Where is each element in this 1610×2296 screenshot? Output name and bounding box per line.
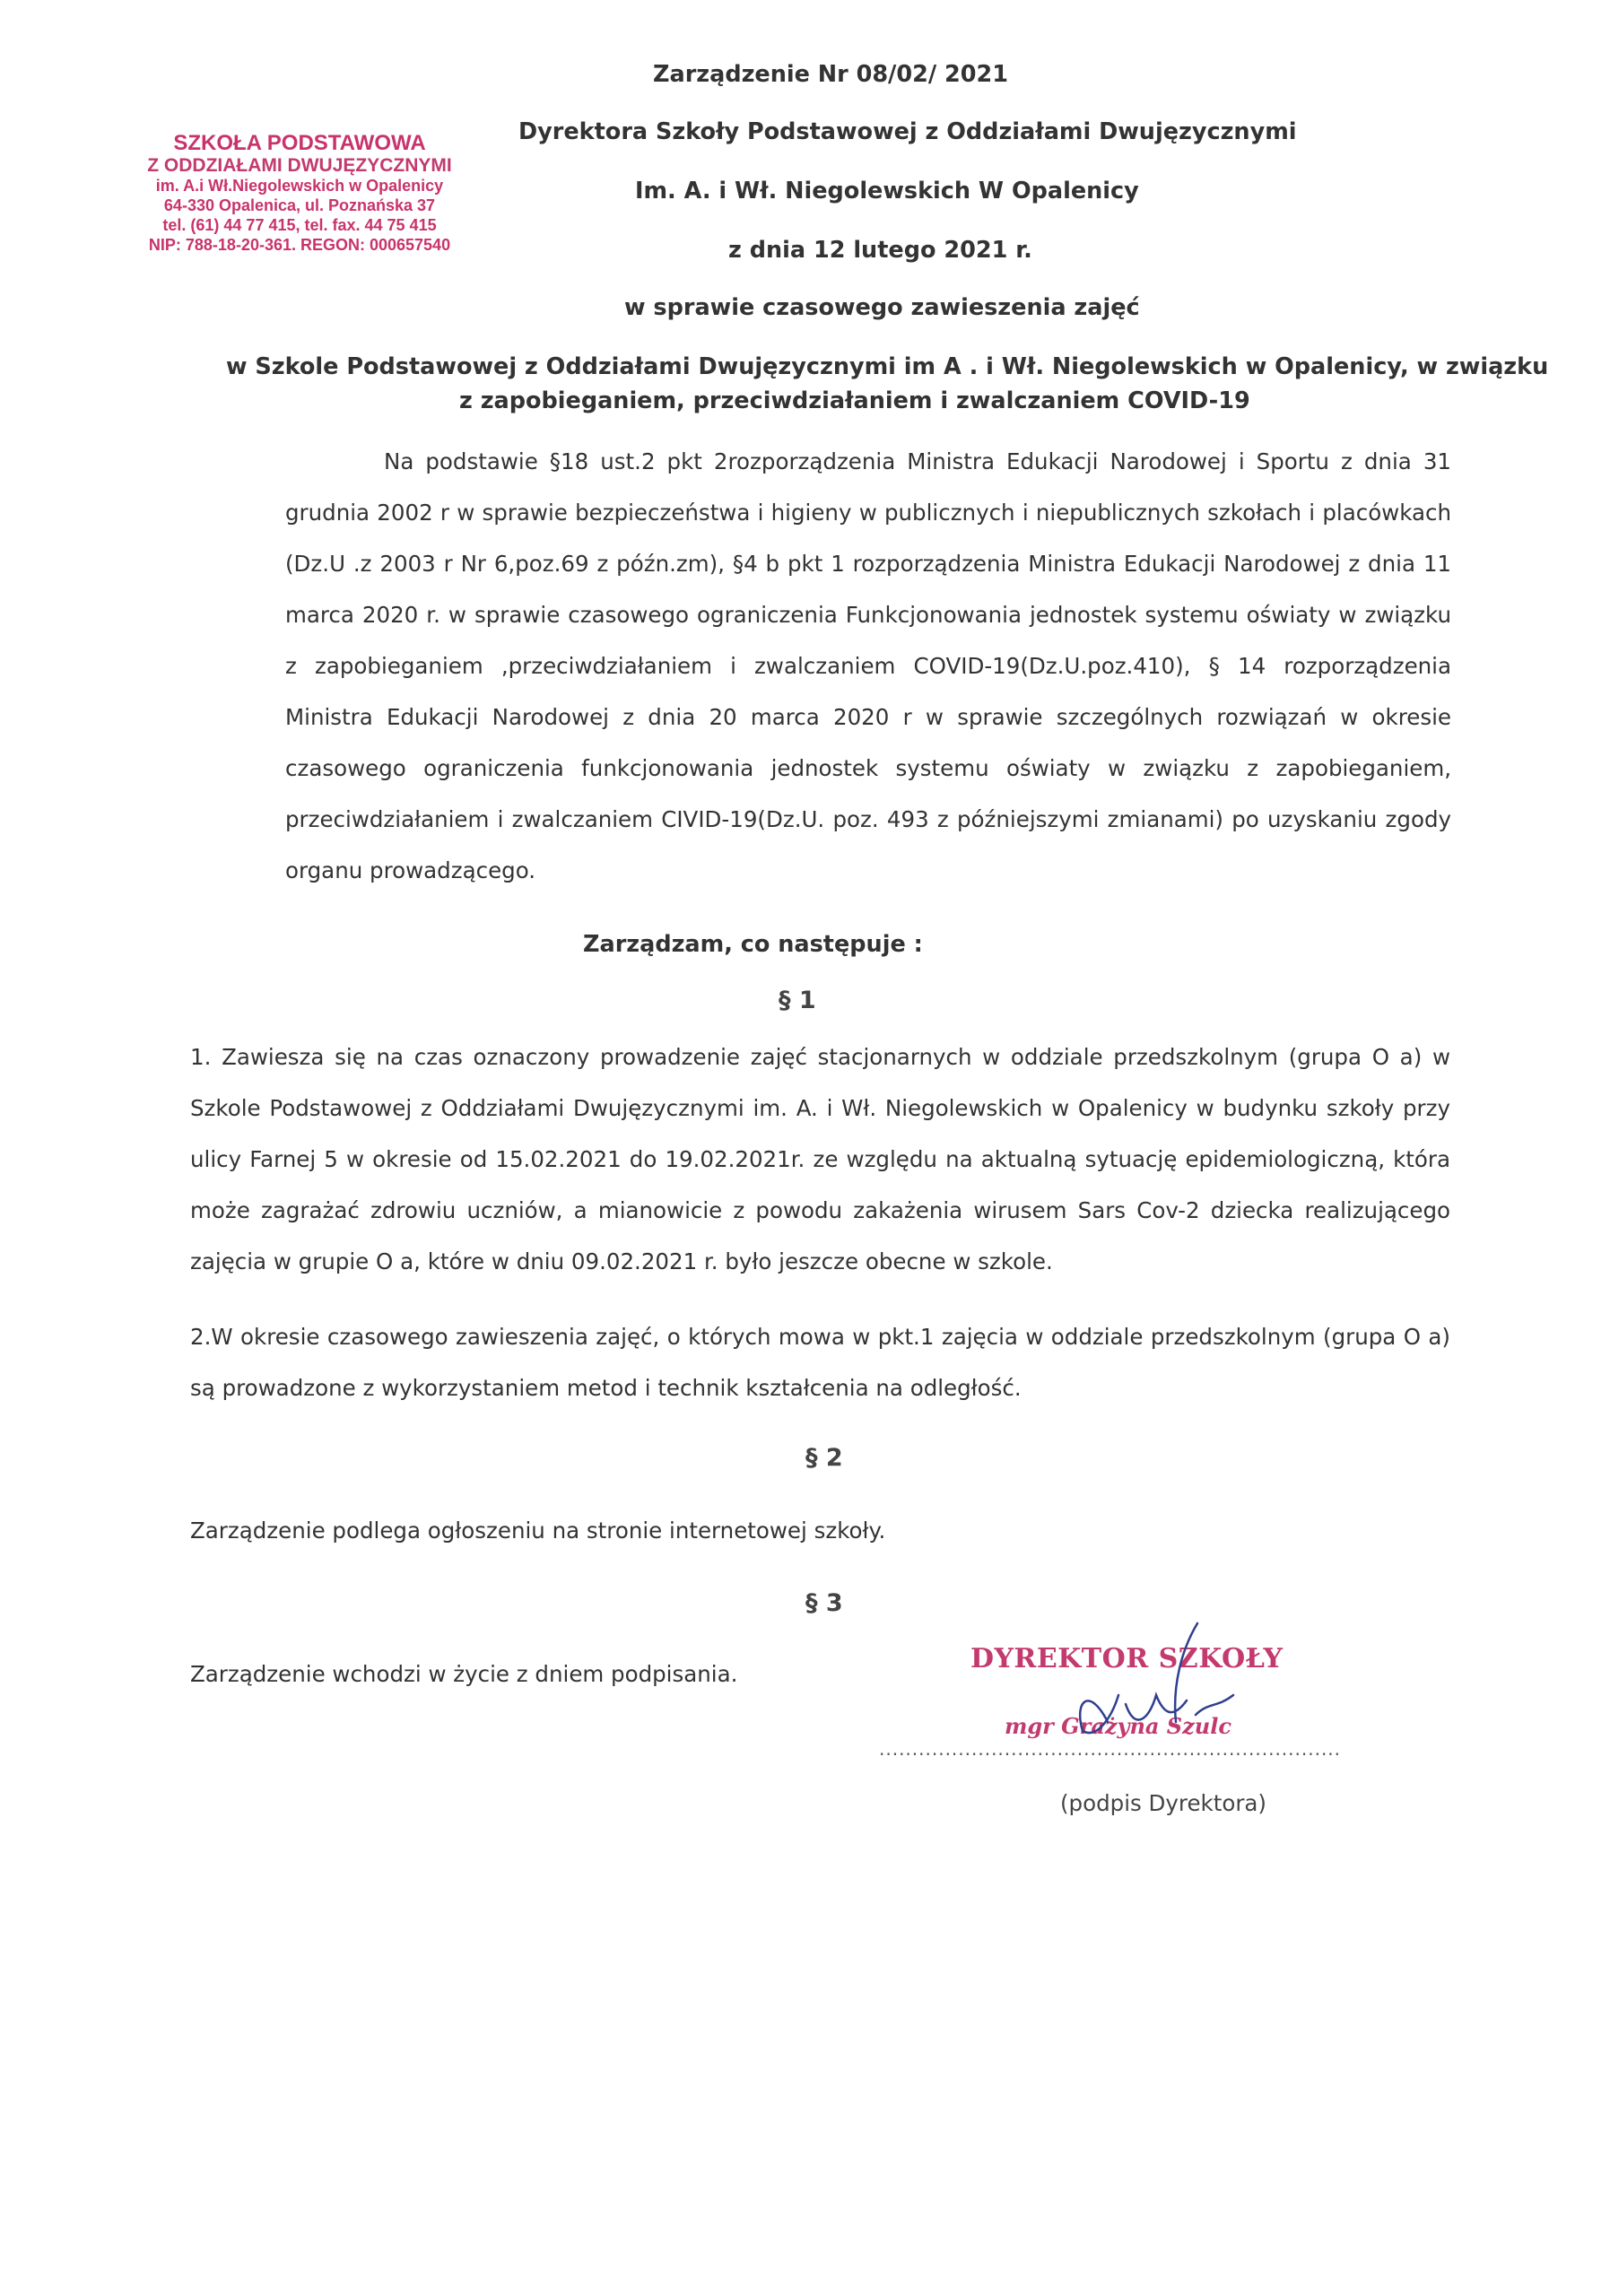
section-1-point-1: 1. Zawiesza się na czas oznaczony prowadzenie zajęć stacjonarnych w oddziale przedszkolnym (grupa O a) w Szkole Podstawowej z Oddziałami Dwujęzycznymi im. A. i Wł. Niegolewskich w Opalenicy w budynku szkoły przy ulicy Farnej 5 w okresie od 15.02.2021 do 19.02.2021r. ze względu na aktualną sytuację epidemiologiczną, która może zagrażać zdrowiu uczniów, a mianowicie z powodu zakażenia wirusem Sars Cov-2 dziecka realizującego zajęcia w grupie O a, które w dniu 09.02.2021 r. było jeszcze obecne w szkole. xyxy=(190,1044,1450,1274)
decree-date: z dnia 12 lutego 2021 r. xyxy=(728,237,1032,264)
stamp-line-2: Z ODDZIAŁAMI DWUJĘZYCZNYMI xyxy=(147,155,452,176)
section-1-paragraph-1 xyxy=(190,1031,1450,1287)
section-2-title: § 2 xyxy=(805,1444,843,1472)
issuer-line: Dyrektora Szkoły Podstawowej z Oddziałami Dwujęzycznymi xyxy=(518,118,1297,145)
handwritten-signature xyxy=(973,1614,1278,1749)
decree-statement: Zarządzam, co następuje : xyxy=(583,931,923,958)
section-1-title: § 1 xyxy=(779,987,816,1014)
section-1-paragraph-2 xyxy=(190,1311,1450,1413)
stamp-line-1: SZKOŁA PODSTAWOWA xyxy=(173,131,426,155)
school-name-line: Im. A. i Wł. Niegolewskich W Opalenicy xyxy=(635,178,1139,204)
director-stamp-title: DYREKTOR SZKOŁY xyxy=(970,1643,1284,1674)
subject-line-1: w sprawie czasowego zawieszenia zajęć xyxy=(624,294,1140,321)
legal-basis-text: Na podstawie §18 ust.2 pkt 2rozporządzenia Ministra Edukacji Narodowej i Sportu z dnia 31 grudnia 2002 r w sprawie bezpieczeństwa i higieny w publicznych i niepublicznych szkołach i placówkach (Dz.U .z 2003 r Nr 6,poz.69 z późn.zm), §4 b pkt 1 rozporządzenia Ministra Edukacji Narodowej z dnia 11 marca 2020 r. w sprawie czasowego ograniczenia Funkcjonowania jednostek systemu oświaty w związku z zapobieganiem ,przeciwdziałaniem i zwalczaniem COVID-19(Dz.U.poz.410), § 14 rozporządzenia Ministra Edukacji Narodowej z dnia 20 marca 2020 r w sprawie szczególnych rozwiązań w okresie czasowego ograniczenia funkcjonowania jednostek systemu oświaty w związku z zapobieganiem, przeciwdziałaniem i zwalczaniem CIVID-19(Dz.U. poz. 493 z późniejszymi zmianami) po uzyskaniu zgody organu prowadzącego. xyxy=(285,448,1451,883)
section-3-text: Zarządzenie wchodzi w życie z dniem podpisania. xyxy=(190,1661,738,1687)
signature-dotted-line: ...................................................................... xyxy=(879,1738,1342,1760)
section-3-title: § 3 xyxy=(805,1589,843,1617)
signature-caption: (podpis Dyrektora) xyxy=(1060,1790,1266,1816)
school-stamp xyxy=(124,131,475,255)
stamp-line-5: tel. (61) 44 77 415, tel. fax. 44 75 415 xyxy=(162,216,437,234)
stamp-line-3: im. A.i Wł.Niegolewskich w Opalenicy xyxy=(155,177,444,195)
stamp-line-4: 64-330 Opalenica, ul. Poznańska 37 xyxy=(163,196,436,214)
legal-basis-paragraph xyxy=(285,436,1451,896)
decree-number: Zarządzenie Nr 08/02/ 2021 xyxy=(653,61,1009,88)
stamp-line-6: NIP: 788-18-20-361. REGON: 000657540 xyxy=(148,236,451,254)
director-stamp-name: mgr Grażyna Szulc xyxy=(1005,1713,1231,1739)
section-1-point-2: 2.W okresie czasowego zawieszenia zajęć, o których mowa w pkt.1 zajęcia w oddziale przedszkolnym (grupa O a) są prowadzone z wykorzystaniem metod i technik kształcenia na odległość. xyxy=(190,1324,1450,1401)
subject-line-2: w Szkole Podstawowej z Oddziałami Dwujęzycznymi im A . i Wł. Niegolewskich w Opalenicy, w związku xyxy=(226,353,1549,380)
subject-line-3: z zapobieganiem, przeciwdziałaniem i zwalczaniem COVID-19 xyxy=(459,387,1250,414)
section-2-text: Zarządzenie podlega ogłoszeniu na stronie internetowej szkoły. xyxy=(190,1518,886,1544)
